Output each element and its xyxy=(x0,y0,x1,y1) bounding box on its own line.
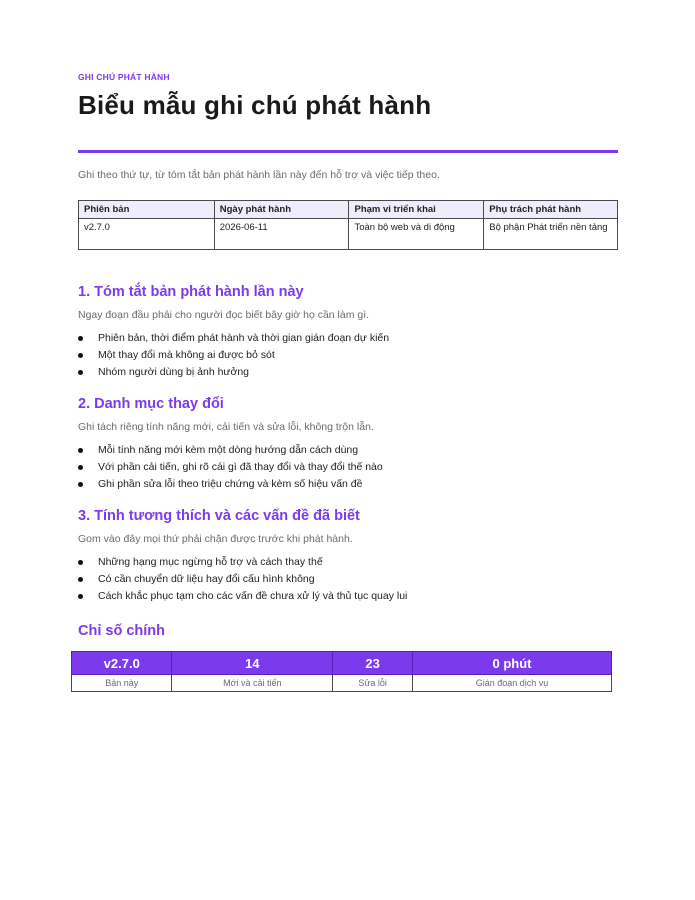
intro-text: Ghi theo thứ tự, từ tóm tắt bản phát hành lần này đến hỗ trợ và việc tiếp theo. xyxy=(78,169,440,181)
list-item xyxy=(78,476,618,493)
list-item-text: Phiên bản, thời điểm phát hành và thời gian gián đoạn dự kiến xyxy=(98,332,390,344)
meta-owner: Bộ phận Phát triển nền tảng xyxy=(484,219,618,250)
list-item xyxy=(78,442,618,459)
metric-label-new: Mới và cải tiến xyxy=(172,675,333,692)
metric-value-downtime: 0 phút xyxy=(413,652,612,675)
section-lead: Ngay đoạn đầu phải cho người đọc biết bây giờ họ cần làm gì. xyxy=(78,309,370,321)
bullet-icon xyxy=(78,577,83,582)
list-item xyxy=(78,364,618,381)
section-changes xyxy=(78,396,618,493)
meta-header-version: Phiên bản xyxy=(79,201,215,219)
metrics-title: Chỉ số chính xyxy=(78,623,165,639)
list-item-text: Ghi phần sửa lỗi theo triệu chứng và kèm số hiệu vấn đề xyxy=(98,478,363,490)
release-meta-table xyxy=(78,200,618,250)
list-item xyxy=(78,571,618,588)
bullet-icon xyxy=(78,336,83,341)
title-divider xyxy=(78,150,618,153)
bullet-icon xyxy=(78,465,83,470)
meta-value-row xyxy=(79,219,618,250)
section-compatibility xyxy=(78,508,618,605)
list-item-text: Cách khắc phục tạm cho các vấn đề chưa xử lý và thủ tục quay lui xyxy=(98,590,408,602)
meta-header-scope: Phạm vi triển khai xyxy=(349,201,484,219)
metrics-value-row xyxy=(72,652,612,675)
bullet-list xyxy=(78,554,618,605)
bullet-list xyxy=(78,330,618,381)
meta-date: 2026-06-11 xyxy=(214,219,349,250)
section-title: 3. Tính tương thích và các vấn đề đã biết xyxy=(78,508,360,524)
bullet-icon xyxy=(78,482,83,487)
meta-header-owner: Phụ trách phát hành xyxy=(484,201,618,219)
list-item-text: Với phần cải tiến, ghi rõ cái gì đã thay đổi và thay đổi thế nào xyxy=(98,461,383,473)
list-item xyxy=(78,330,618,347)
list-item-text: Nhóm người dùng bị ảnh hưởng xyxy=(98,366,250,378)
meta-scope: Toàn bộ web và di động xyxy=(349,219,484,250)
page-title: Biểu mẫu ghi chú phát hành xyxy=(78,90,432,120)
metric-label-fixes: Sửa lỗi xyxy=(333,675,413,692)
list-item xyxy=(78,588,618,605)
bullet-list xyxy=(78,442,618,493)
list-item-text: Một thay đổi mà không ai được bỏ sót xyxy=(98,349,275,361)
metric-value-version: v2.7.0 xyxy=(72,652,172,675)
key-metrics-table xyxy=(71,651,612,692)
eyebrow-label: GHI CHÚ PHÁT HÀNH xyxy=(78,72,170,82)
metric-value-fixes: 23 xyxy=(333,652,413,675)
list-item-text: Những hạng mục ngừng hỗ trợ và cách thay thế xyxy=(98,556,323,568)
meta-header-date: Ngày phát hành xyxy=(214,201,349,219)
section-lead: Gom vào đây mọi thứ phải chặn được trước khi phát hành. xyxy=(78,533,353,545)
bullet-icon xyxy=(78,353,83,358)
section-title: 2. Danh mục thay đổi xyxy=(78,396,224,412)
metrics-label-row xyxy=(72,675,612,692)
metric-label-version: Bản này xyxy=(72,675,172,692)
section-summary xyxy=(78,284,618,381)
list-item-text: Có cần chuyển dữ liệu hay đổi cấu hình không xyxy=(98,573,315,585)
section-title: 1. Tóm tắt bản phát hành lần này xyxy=(78,284,304,300)
meta-version: v2.7.0 xyxy=(79,219,215,250)
list-item xyxy=(78,347,618,364)
section-lead: Ghi tách riêng tính năng mới, cải tiến và sửa lỗi, không trộn lẫn. xyxy=(78,421,374,433)
metric-value-new: 14 xyxy=(172,652,333,675)
list-item-text: Mỗi tính năng mới kèm một dòng hướng dẫn cách dùng xyxy=(98,444,359,456)
list-item xyxy=(78,459,618,476)
meta-header-row xyxy=(79,201,618,219)
bullet-icon xyxy=(78,448,83,453)
metric-label-downtime: Gián đoạn dịch vụ xyxy=(413,675,612,692)
bullet-icon xyxy=(78,594,83,599)
list-item xyxy=(78,554,618,571)
bullet-icon xyxy=(78,370,83,375)
bullet-icon xyxy=(78,560,83,565)
